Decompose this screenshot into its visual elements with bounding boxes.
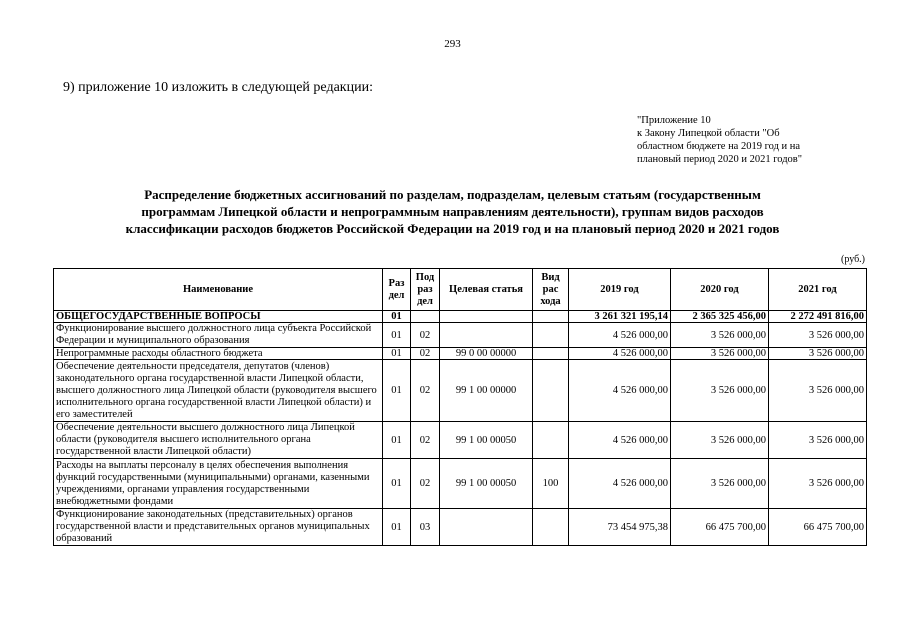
cell-2021: 3 526 000,00 [769,459,867,509]
cell-2020: 3 526 000,00 [671,348,769,360]
header-2021: 2021 год [769,269,867,311]
title-line: Распределение бюджетных ассигнований по разделам, подразделам, целевым статьям (государственным [144,187,761,202]
cell-target: 99 0 00 00000 [440,348,533,360]
appendix-note-line: плановый период 2020 и 2021 годов" [637,154,803,165]
cell-2020: 2 365 325 456,00 [671,311,769,323]
cell-2020: 3 526 000,00 [671,360,769,422]
cell-2019: 4 526 000,00 [569,422,671,459]
table-header-row [54,269,867,311]
cell-2020: 3 526 000,00 [671,459,769,509]
cell-2019: 3 261 321 195,14 [569,311,671,323]
document-title [40,186,865,237]
cell-razdel: 01 [383,323,411,348]
cell-razdel: 01 [383,360,411,422]
cell-target [440,311,533,323]
cell-name: Функционирование законодательных (представительных) органов государственной власти и представительных органов муниципальных образований [54,509,383,546]
cell-2019: 4 526 000,00 [569,360,671,422]
appendix-note-line: к Закону Липецкой области "Об [637,128,780,139]
appendix-note [637,114,867,166]
table-row [54,360,867,422]
cell-name: Расходы на выплаты персоналу в целях обеспечения выполнения функций государственными (муниципальными) органами, казенными учреждениями, органами управления государственными внебюджетными фондами [54,459,383,509]
table-row [54,311,867,323]
cell-podrazdel: 02 [411,348,440,360]
cell-2019: 4 526 000,00 [569,323,671,348]
header-podrazdel: Под раз дел [411,269,440,311]
cell-name: Обеспечение деятельности высшего должностного лица Липецкой области (руководителя высшего исполнительного органа государственной власти Липецкой области) [54,422,383,459]
cell-vid [533,509,569,546]
table-row [54,459,867,509]
cell-vid [533,323,569,348]
cell-podrazdel: 03 [411,509,440,546]
cell-2021: 3 526 000,00 [769,422,867,459]
cell-razdel: 01 [383,348,411,360]
cell-razdel: 01 [383,509,411,546]
cell-2019: 73 454 975,38 [569,509,671,546]
header-2020: 2020 год [671,269,769,311]
cell-2019: 4 526 000,00 [569,348,671,360]
header-vid: Вид рас хода [533,269,569,311]
budget-table [53,268,867,546]
appendix-note-line: областном бюджете на 2019 год и на [637,141,801,152]
header-name: Наименование [54,269,383,311]
cell-target [440,509,533,546]
cell-2021: 2 272 491 816,00 [769,311,867,323]
cell-2020: 3 526 000,00 [671,422,769,459]
cell-target: 99 1 00 00050 [440,422,533,459]
appendix-note-line: "Приложение 10 [637,115,711,126]
cell-vid [533,311,569,323]
cell-podrazdel: 02 [411,459,440,509]
cell-target: 99 1 00 00000 [440,360,533,422]
header-target: Целевая статья [440,269,533,311]
cell-target: 99 1 00 00050 [440,459,533,509]
title-line: программам Липецкой области и непрограммным направлениям деятельности), группам видов расходов [141,204,764,219]
title-line: классификации расходов бюджетов Российской Федерации на 2019 год и на плановый период 2020 и 2021 годов [125,221,780,236]
header-2019: 2019 год [569,269,671,311]
cell-2019: 4 526 000,00 [569,459,671,509]
cell-podrazdel: 02 [411,323,440,348]
cell-vid [533,348,569,360]
cell-2021: 3 526 000,00 [769,360,867,422]
currency-unit: (руб.) [841,254,865,265]
table-row [54,509,867,546]
cell-vid [533,360,569,422]
table-row [54,348,867,360]
cell-2021: 3 526 000,00 [769,323,867,348]
cell-podrazdel [411,311,440,323]
cell-razdel: 01 [383,459,411,509]
cell-razdel: 01 [383,422,411,459]
cell-vid: 100 [533,459,569,509]
header-razdel: Раз дел [383,269,411,311]
cell-podrazdel: 02 [411,422,440,459]
cell-2021: 3 526 000,00 [769,348,867,360]
cell-target [440,323,533,348]
cell-vid [533,422,569,459]
cell-2020: 3 526 000,00 [671,323,769,348]
cell-name: Функционирование высшего должностного лица субъекта Российской Федерации и муниципального образования [54,323,383,348]
cell-name: ОБЩЕГОСУДАРСТВЕННЫЕ ВОПРОСЫ [54,311,383,323]
cell-name: Обеспечение деятельности председателя, депутатов (членов) законодательного органа государственной власти Липецкой области, высшего должностного лица Липецкой области (руководителя высшего исполнительного органа государственной власти Липецкой области) и его заместителей [54,360,383,422]
amendment-instruction: 9) приложение 10 изложить в следующей редакции: [63,80,373,95]
cell-podrazdel: 02 [411,360,440,422]
cell-2021: 66 475 700,00 [769,509,867,546]
cell-razdel: 01 [383,311,411,323]
table-row [54,422,867,459]
cell-name: Непрограммные расходы областного бюджета [54,348,383,360]
table-row [54,323,867,348]
cell-2020: 66 475 700,00 [671,509,769,546]
page-number: 293 [444,38,461,50]
